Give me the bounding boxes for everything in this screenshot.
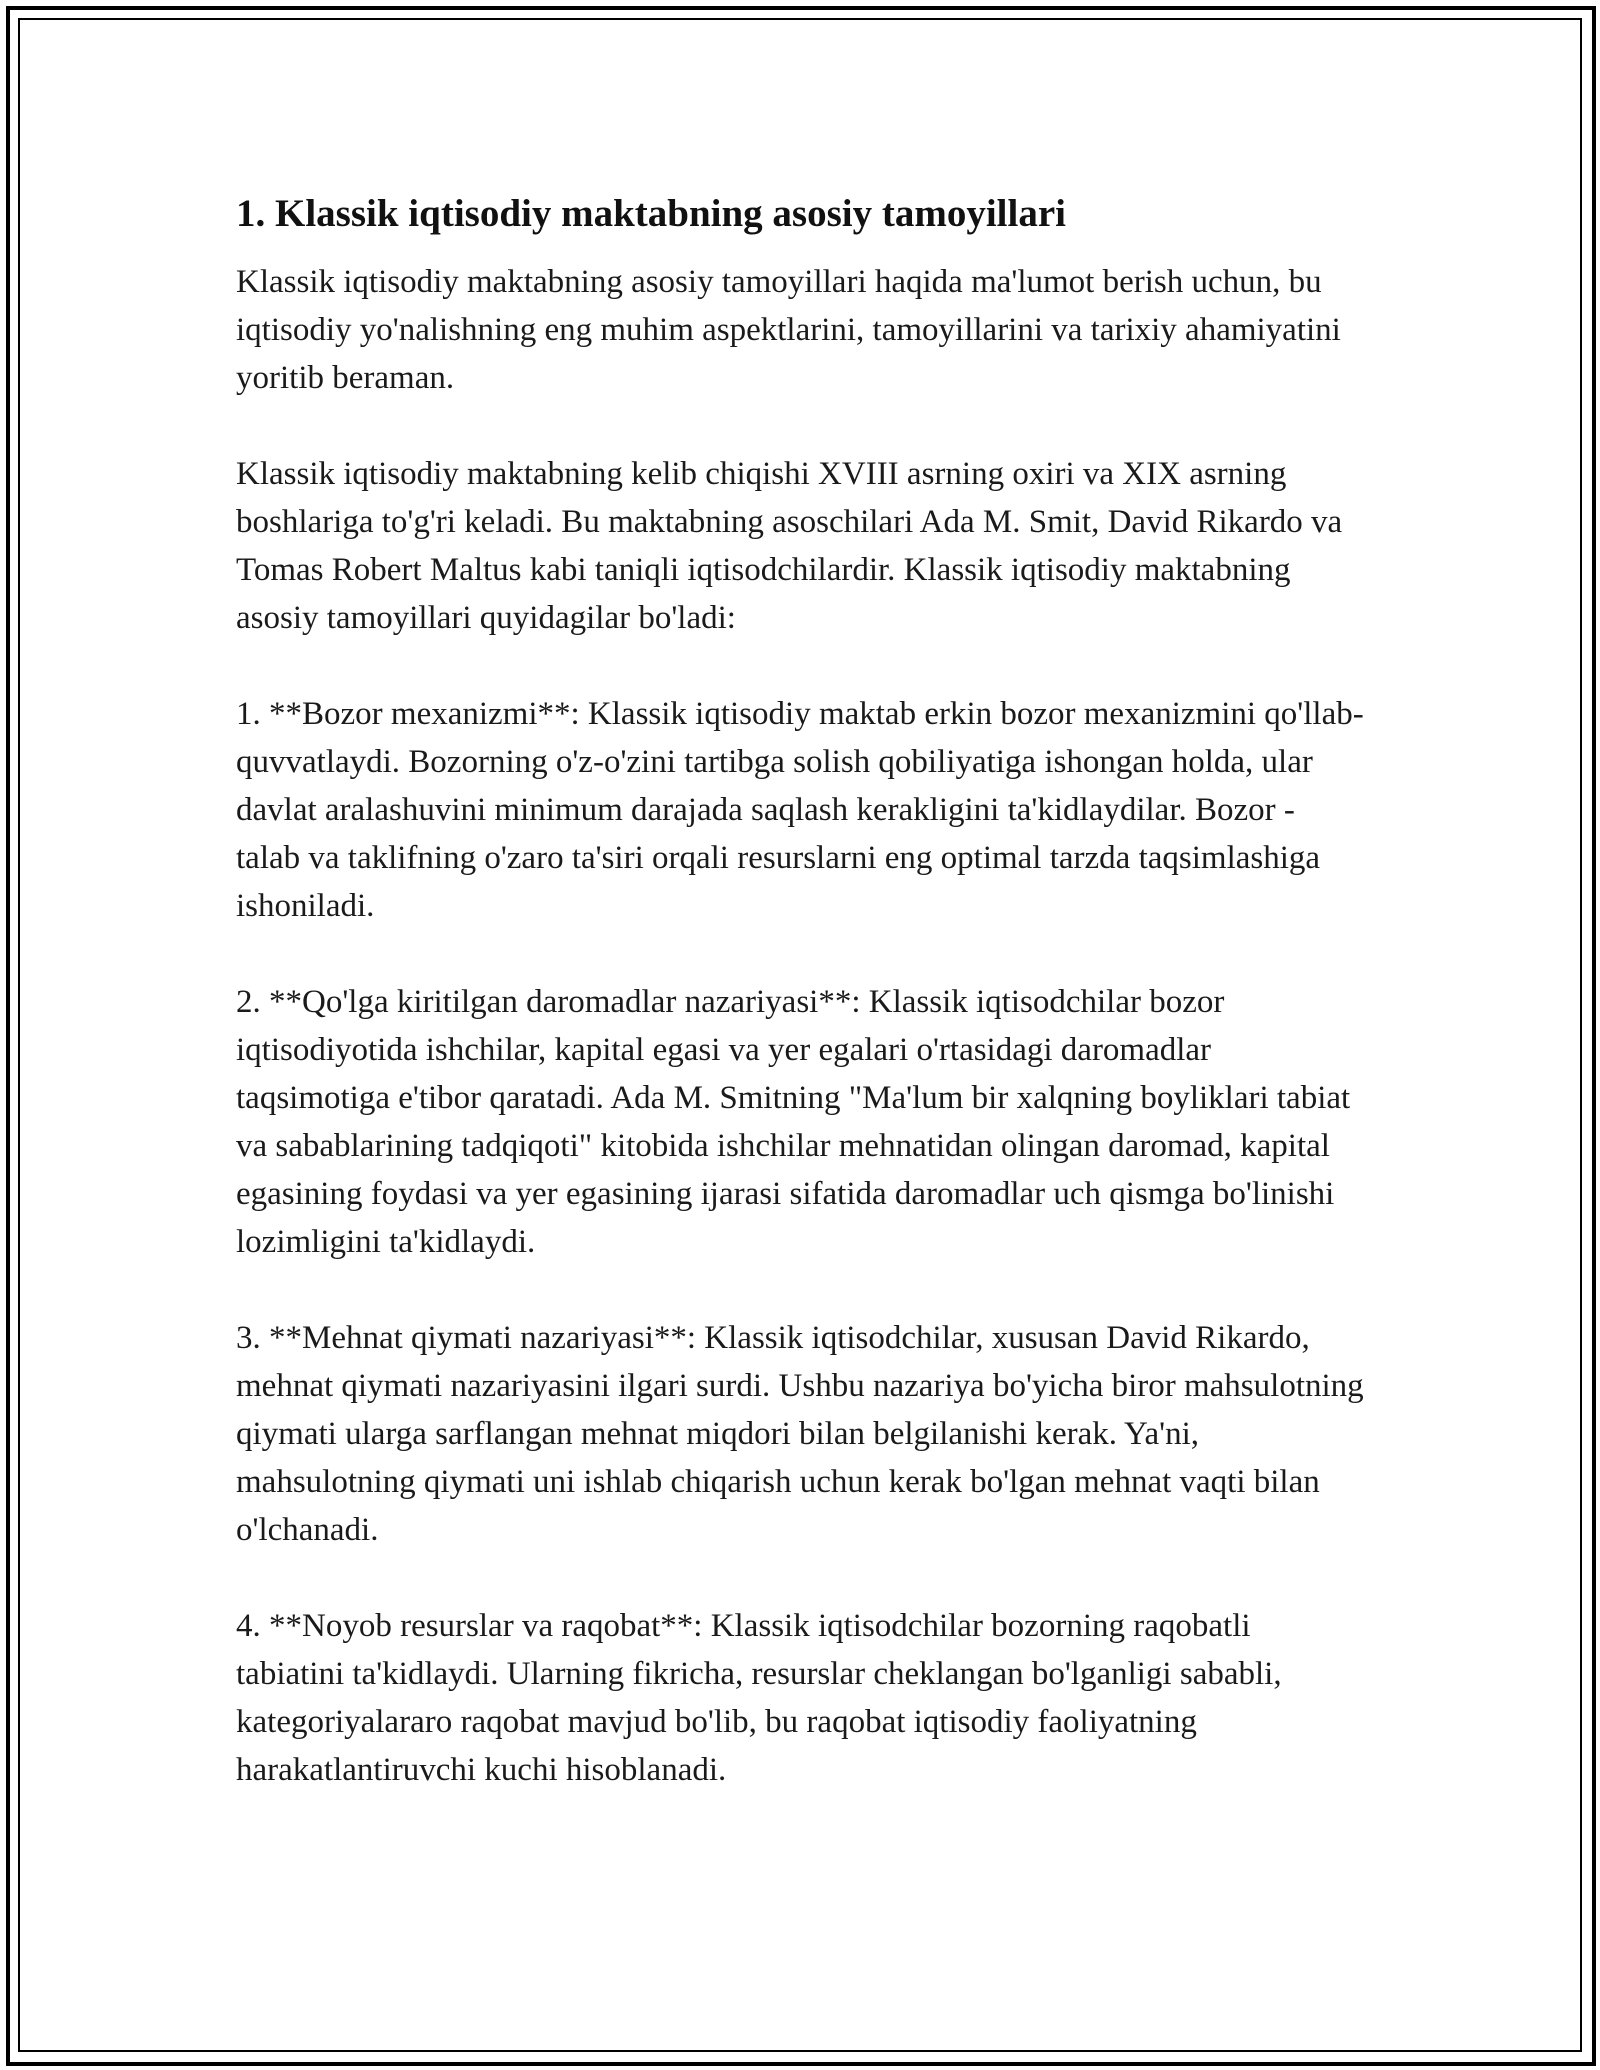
paragraph-labor-value-theory: 3. **Mehnat qiymati nazariyasi**: Klassik iqtisodchilar, xususan David Rikardo, mehnat qiymati nazariyasini ilgari surdi. Ushbu nazariya bo'yicha biror mahsulotning qiymati ularga sarflangan mehnat miqdori bilan belgilanishi kerak. Ya'ni, mahsulotning qiymati uni ishlab chiqarish uchun kerak bo'lgan mehnat vaqti bilan o'lchanadi. (236, 1320, 1364, 1548)
paragraph-market-mechanism: 1. **Bozor mexanizmi**: Klassik iqtisodiy maktab erkin bozor mexanizmini qo'llab-quvvatlaydi. Bozorning o'z-o'zini tartibga solish qobiliyatiga ishongan holda, ular davlat aralashuvini minimum darajada saqlash kerakligini ta'kidlaydilar. Bozor - talab va taklifning o'zaro ta'siri orqali resurslarni eng optimal tarzda taqsimlashiga ishoniladi. (236, 696, 1364, 924)
document-title: 1. Klassik iqtisodiy maktabning asosiy tamoyillari (236, 192, 1066, 235)
paragraph-intro: Klassik iqtisodiy maktabning asosiy tamoyillari haqida ma'lumot berish uchun, bu iqtisodiy yo'nalishning eng muhim aspektlarini, tamoyillarini va tarixiy ahamiyatini yoritib beraman. (236, 264, 1341, 396)
paragraph-resources-competition: 4. **Noyob resurslar va raqobat**: Klassik iqtisodchilar bozorning raqobatli tabiatini ta'kidlaydi. Ularning fikricha, resurslar cheklangan bo'lganligi sababli, kategoriyalararo raqobat mavjud bo'lib, bu raqobat iqtisodiy faoliyatning harakatlantiruvchi kuchi hisoblanadi. (236, 1608, 1282, 1788)
document-body (236, 188, 1366, 1842)
paragraph-income-theory: 2. **Qo'lga kiritilgan daromadlar nazariyasi**: Klassik iqtisodchilar bozor iqtisodiyotida ishchilar, kapital egasi va yer egalari o'rtasidagi daromadlar taqsimotiga e'tibor qaratadi. Ada M. Smitning "Ma'lum bir xalqning boyliklari tabiat va sabablarining tadqiqoti" kitobida ishchilar mehnatidan olingan daromad, kapital egasining foydasi va yer egasining ijarasi sifatida daromadlar uch qismga bo'linishi lozimligini ta'kidlaydi. (236, 984, 1351, 1260)
paragraph-origins: Klassik iqtisodiy maktabning kelib chiqishi XVIII asrning oxiri va XIX asrning boshlariga to'g'ri keladi. Bu maktabning asoschilari Ada M. Smit, David Rikardo va Tomas Robert Maltus kabi taniqli iqtisodchilardir. Klassik iqtisodiy maktabning asosiy tamoyillari quyidagilar bo'ladi: (236, 456, 1343, 636)
